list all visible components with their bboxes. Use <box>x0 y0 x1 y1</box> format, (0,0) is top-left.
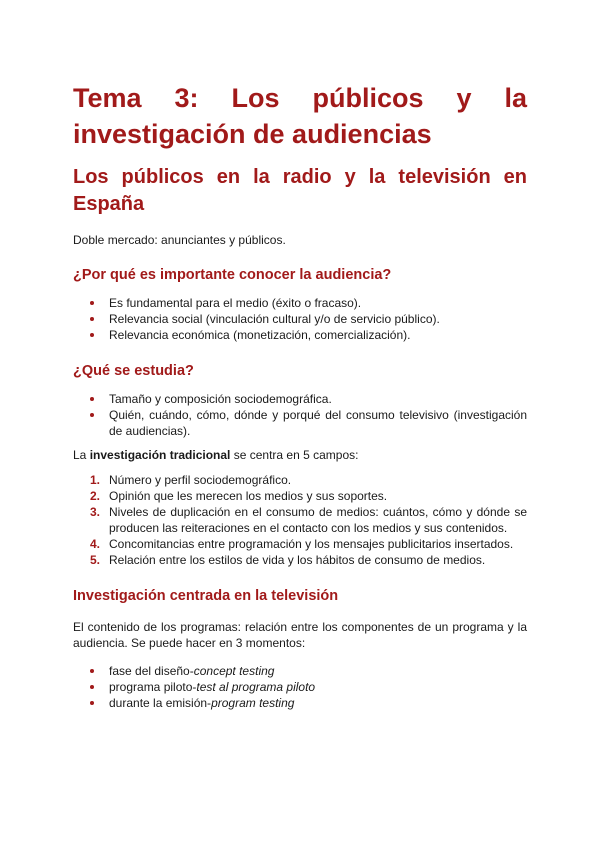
list-item <box>73 679 527 695</box>
bullet-icon <box>90 317 94 321</box>
list-number: 3. <box>90 505 101 519</box>
list-number: 4. <box>90 537 101 551</box>
list-item <box>73 472 527 488</box>
bullet-icon <box>90 413 94 417</box>
list-item <box>73 695 527 711</box>
list-item <box>73 311 527 327</box>
bullet-icon <box>90 701 94 705</box>
heading-tv-research: Investigación centrada en la televisión <box>73 588 339 604</box>
research-fields-list <box>73 472 527 568</box>
moment-label: durante la emisión- <box>109 696 212 710</box>
list-item <box>73 536 527 552</box>
list-item-text: Quién, cuándo, cómo, dónde y porqué del consumo televisivo (investigación de audiencias). <box>109 408 527 438</box>
lead-text-after: se centra en 5 campos: <box>230 448 359 462</box>
list-item-text: Relevancia social (vinculación cultural y/o de servicio público). <box>109 312 440 326</box>
bullet-icon <box>90 333 94 337</box>
heading-importance: ¿Por qué es importante conocer la audiencia? <box>73 267 392 283</box>
list-item-text: Opinión que les merecen los medios y sus soportes. <box>109 489 388 503</box>
moment-term: test al programa piloto <box>196 680 316 694</box>
testing-moments-list <box>73 663 527 711</box>
document-title: Tema 3: Los públicos y la investigación de audiencias <box>73 83 527 149</box>
bullet-icon <box>90 685 94 689</box>
list-item <box>73 488 527 504</box>
list-item-text: Es fundamental para el medio (éxito o fracaso). <box>109 296 362 310</box>
traditional-research-lead <box>73 447 527 463</box>
importance-list <box>73 295 527 343</box>
list-number: 1. <box>90 473 101 487</box>
list-item-text: Relación entre los estilos de vida y los hábitos de consumo de medios. <box>109 553 486 567</box>
lead-text-before: La <box>73 448 90 462</box>
moment-term: concept testing <box>193 664 275 678</box>
list-item <box>73 407 527 439</box>
list-item <box>73 327 527 343</box>
list-item <box>73 391 527 407</box>
list-item-text: Concomitancias entre programación y los mensajes publicitarios insertados. <box>109 537 514 551</box>
study-list <box>73 391 527 439</box>
bullet-icon <box>90 669 94 673</box>
heading-study: ¿Qué se estudia? <box>73 363 194 379</box>
list-item <box>73 552 527 568</box>
list-item-text: Número y perfil sociodemográfico. <box>109 473 292 487</box>
lead-bold-term: investigación tradicional <box>89 448 231 462</box>
document-subtitle: Los públicos en la radio y la televisión en España <box>73 166 527 215</box>
list-number: 2. <box>90 489 101 503</box>
list-item <box>73 504 527 536</box>
list-number: 5. <box>90 553 101 567</box>
list-item <box>73 663 527 679</box>
list-item <box>73 295 527 311</box>
intro-paragraph: Doble mercado: anunciantes y públicos. <box>73 233 286 247</box>
moment-label: fase del diseño- <box>109 664 194 678</box>
moment-term: program testing <box>211 696 295 710</box>
tv-research-paragraph: El contenido de los programas: relación entre los componentes de un programa y la audiencia. Se puede hacer en 3 momentos: <box>73 620 527 650</box>
bullet-icon <box>90 301 94 305</box>
list-item-text: Niveles de duplicación en el consumo de medios: cuántos, cómo y dónde se producen las reiteraciones en el contacto con los medios y sus contenidos. <box>109 505 527 535</box>
list-item-text: Relevancia económica (monetización, comercialización). <box>109 328 411 342</box>
moment-label: programa piloto- <box>109 680 197 694</box>
bullet-icon <box>90 397 94 401</box>
list-item-text: Tamaño y composición sociodemográfica. <box>109 392 332 406</box>
